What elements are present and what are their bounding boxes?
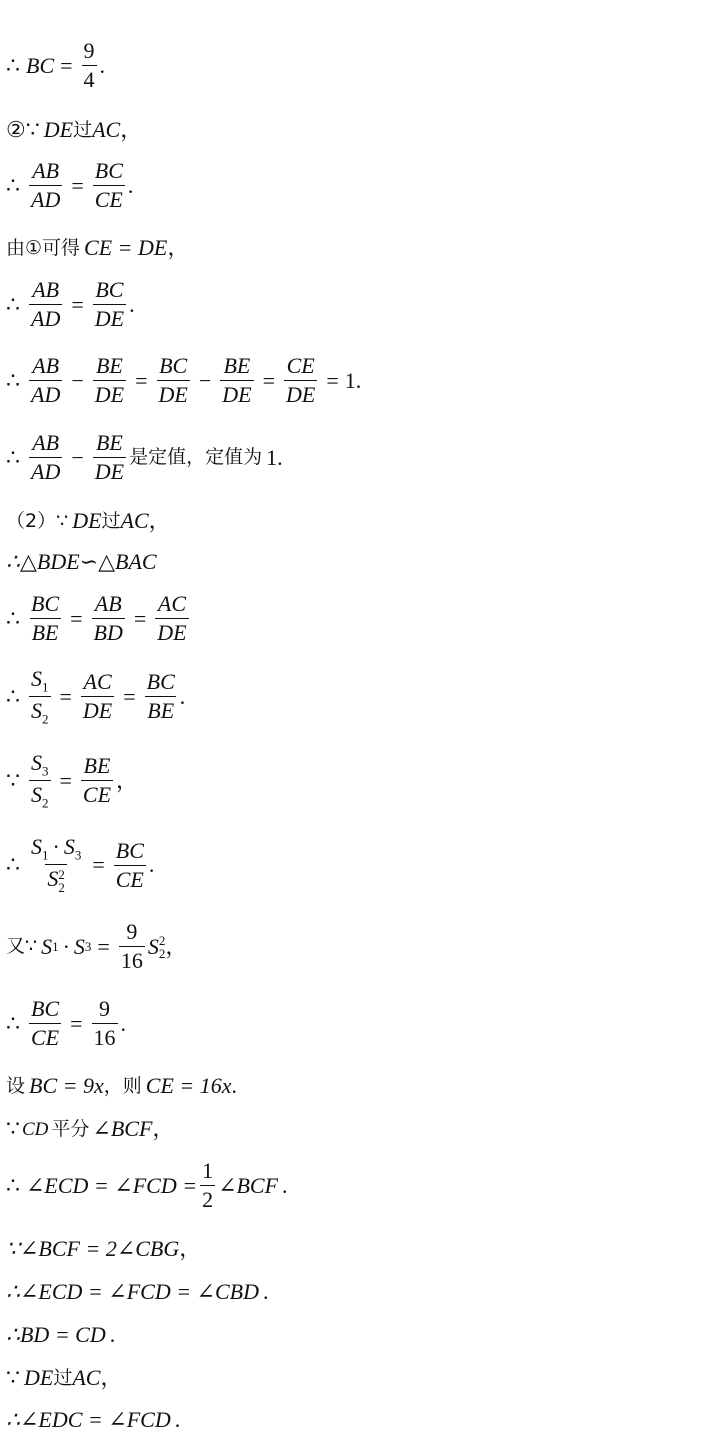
line-let-bc: 设 BC = 9x ，则 CE = 16x .	[6, 1073, 237, 1098]
line-given-product: 又∵ S 1 · S 3 = $\frac{9}{16}$ S 2 2 ，	[6, 919, 188, 973]
line-ratio-bc-de: ∴ $\frac{AB}{AD}$ = $\frac{BC}{DE}$ .	[6, 277, 135, 331]
line-similar-triangles: ∴△BDE∽△BAC	[6, 549, 157, 574]
line-similarity-ratios: ∴ $\frac{BC}{BE}$ = $\frac{AB}{BD}$ = $\frac{AC}{DE}$	[6, 591, 187, 645]
line-angle-edc: ∴∠EDC = ∠FCD .	[6, 1407, 181, 1432]
line-angle-equalities: ∴∠ECD = ∠FCD = ∠CBD .	[6, 1279, 269, 1304]
line-ce-equals-de: 由①可得 CE = DE ，	[6, 235, 190, 260]
fraction: $\frac{BC}{CE}$	[115, 837, 144, 892]
line-de-through-ac-2: ∵ DE 过 AC ，	[6, 1365, 123, 1390]
fraction: $\frac{9}{16}$	[93, 996, 116, 1050]
line-angle-halves: ∴ ∠ECD = ∠FCD = $\frac{1}{2}$ ∠BCF .	[6, 1158, 288, 1212]
fraction: $\frac{AB}{AD}$	[31, 158, 61, 212]
line-ratio-ab-ad: ∴ $\frac{AB}{AD}$ = $\frac{BC}{CE}$ .	[6, 158, 134, 212]
line-constant-value: ∴ $\frac{AB}{AD}$ − $\frac{BE}{DE}$ 是定值，定值为 1.	[6, 430, 283, 484]
fraction: $\frac{BC}{CE}$	[31, 996, 60, 1050]
fraction: $S_1 \cdot S_3$ S 2 2	[31, 834, 82, 896]
fraction: $\frac{AB}{AD}$	[31, 430, 61, 484]
fraction: $\frac{9}{4}$	[83, 38, 95, 92]
fraction: $\frac{AB}{AD}$	[31, 353, 61, 407]
fraction: $\frac{S_3}{S_2}$	[31, 750, 49, 811]
line-s3-over-s2: ∵ $\frac{S_3}{S_2}$ = $\frac{BE}{CE}$ ，	[6, 750, 139, 811]
fraction: $\frac{AC}{DE}$	[157, 591, 187, 645]
line-bc-result: ∴ BC = $\frac{9}{4}$ .	[6, 38, 106, 92]
fraction: $\frac{1}{2}$	[202, 1158, 214, 1212]
fraction: $\frac{9}{16}$	[120, 919, 143, 973]
fraction: $\frac{AC}{DE}$	[82, 669, 113, 724]
fraction: $\frac{AB}{BD}$	[93, 591, 123, 645]
fraction: $\frac{BC}{DE}$	[94, 277, 125, 331]
fraction: $\frac{BE}{DE}$	[94, 430, 125, 484]
line-cd-bisects: ∵ CD 平分 ∠BCF ，	[6, 1116, 175, 1141]
line-bc-over-ce: ∴ $\frac{BC}{CE}$ = $\frac{9}{16}$ .	[6, 996, 127, 1050]
line-bd-equals-cd: ∴BD = CD .	[6, 1322, 116, 1347]
line-de-through-ac: ②∵ DE 过 AC ，	[6, 117, 143, 142]
line-product-over-square: ∴ $S_1 \cdot S_3$ S 2 2 = $\frac{BC}{CE}$ .	[6, 834, 155, 896]
fraction: $\frac{BC}{BE}$	[146, 669, 175, 724]
fraction: $\frac{S_1}{S_2}$	[31, 666, 49, 727]
fraction: $\frac{BC}{DE}$	[158, 353, 188, 407]
fraction: $\frac{BE}{DE}$	[222, 353, 252, 407]
line-angle-bcf: ∵∠BCF = 2∠CBG ，	[6, 1236, 202, 1261]
line-part-2-de-through-ac: （2）∵ DE 过 AC ，	[6, 508, 171, 533]
fraction: $\frac{BC}{CE}$	[94, 158, 123, 212]
fraction: $\frac{AB}{AD}$	[31, 277, 61, 331]
fraction: $\frac{BE}{CE}$	[82, 753, 112, 808]
fraction: $\frac{CE}{DE}$	[286, 353, 316, 407]
fraction: $\frac{BE}{DE}$	[94, 353, 125, 407]
fraction: $\frac{BC}{BE}$	[31, 591, 60, 645]
line-difference-equals-one: ∴ $\frac{AB}{AD}$ − $\frac{BE}{DE}$ = $\frac{BC}{DE}$ − $\frac{BE}{DE}$ = $\frac{CE}{DE}$ = 1.	[6, 353, 362, 407]
line-s1-over-s2: ∴ $\frac{S_1}{S_2}$ = $\frac{AC}{DE}$ = $\frac{BC}{BE}$ .	[6, 666, 186, 727]
